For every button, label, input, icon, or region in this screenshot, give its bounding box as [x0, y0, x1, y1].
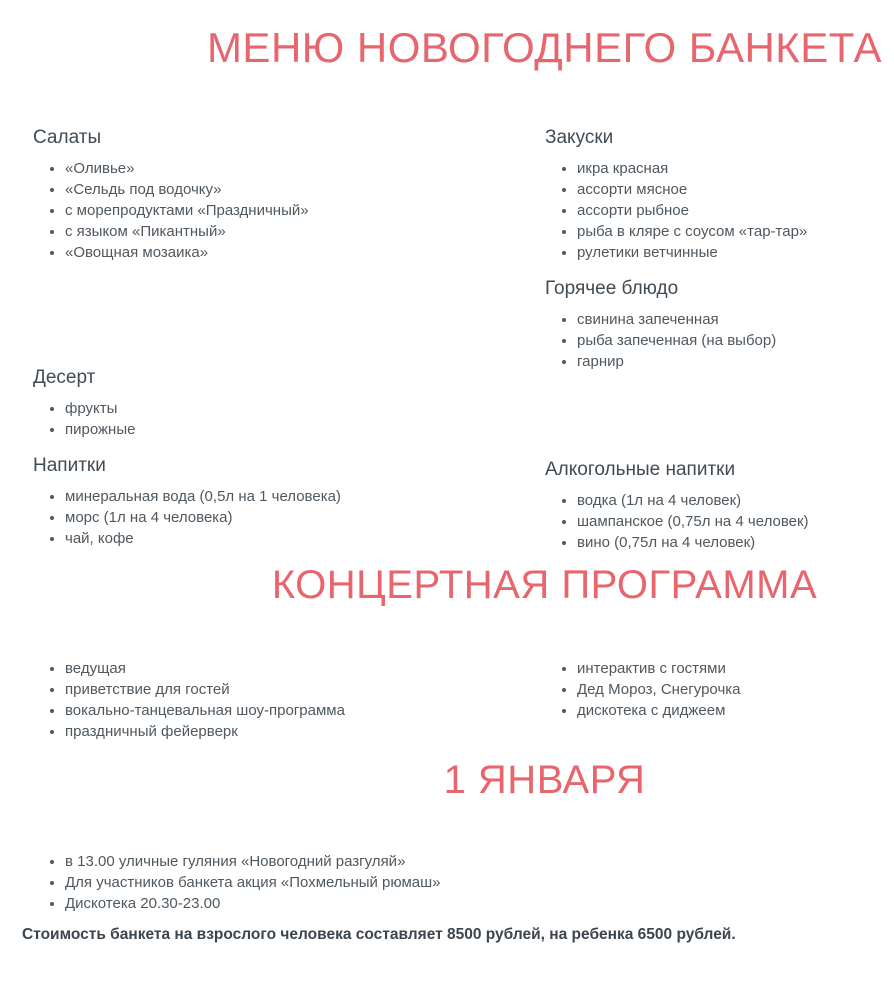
- menu-grid: [0, 127, 894, 553]
- section-salads: [33, 127, 545, 263]
- menu-item: • с морепродуктами «Праздничный»: [65, 200, 545, 221]
- concert-left-list: [33, 658, 545, 742]
- alcohol-heading: Алкогольные напитки: [545, 459, 736, 481]
- program-item: • Дед Мороз, Снегурочка: [577, 679, 894, 700]
- dessert-heading: Десерт: [33, 367, 96, 389]
- menu-item: • рыба в кляре с соусом «тар-тар»: [577, 221, 894, 242]
- january-heading: 1 ЯНВАРЯ: [443, 757, 646, 802]
- menu-item: • вино (0,75л на 4 человек): [577, 532, 894, 553]
- menu-item: • гарнир: [577, 351, 894, 372]
- hot-dish-heading: Горячее блюдо: [545, 278, 679, 300]
- menu-item: • чай, кофе: [65, 528, 545, 549]
- section-drinks: [33, 455, 545, 549]
- menu-item: • «Оливье»: [65, 158, 545, 179]
- alcohol-list: [545, 490, 894, 553]
- menu-item: • пирожные: [65, 419, 545, 440]
- program-item: • Для участников банкета акция «Похмельный рюмаш»: [65, 872, 894, 893]
- concert-left-column: [33, 658, 545, 742]
- hot-dish-list: [545, 309, 894, 372]
- drinks-list: [33, 486, 545, 549]
- program-item: • интерактив с гостями: [577, 658, 894, 679]
- concert-grid: [0, 658, 894, 742]
- menu-item: • с языком «Пикантный»: [65, 221, 545, 242]
- menu-item: • ассорти мясное: [577, 179, 894, 200]
- program-item: • дискотека с диджеем: [577, 700, 894, 721]
- menu-item: • «Сельдь под водочку»: [65, 179, 545, 200]
- concert-heading: КОНЦЕРТНАЯ ПРОГРАММА: [271, 563, 818, 608]
- program-item: • ведущая: [65, 658, 545, 679]
- price-note: Стоимость банкета на взрослого человека составляет 8500 рублей, на ребенка 6500 рублей.: [22, 925, 736, 943]
- program-item: • праздничный фейерверк: [65, 721, 545, 742]
- section-alcohol: [545, 459, 894, 553]
- page-title: МЕНЮ НОВОГОДНЕГО БАНКЕТА: [206, 24, 883, 71]
- menu-item: • фрукты: [65, 398, 545, 419]
- menu-item: • ассорти рыбное: [577, 200, 894, 221]
- dessert-list: [33, 398, 545, 440]
- program-item: • Дискотека 20.30-23.00: [65, 893, 894, 914]
- menu-right-column: [545, 127, 894, 553]
- menu-item: • рулетики ветчинные: [577, 242, 894, 263]
- appetizers-heading: Закуски: [545, 127, 614, 149]
- drinks-heading: Напитки: [33, 455, 106, 477]
- section-dessert: [33, 367, 545, 440]
- appetizers-list: [545, 158, 894, 263]
- section-hot-dish: [545, 278, 894, 372]
- menu-item: • морс (1л на 4 человека): [65, 507, 545, 528]
- salads-list: [33, 158, 545, 263]
- program-item: • вокально-танцевальная шоу-программа: [65, 700, 545, 721]
- menu-item: • шампанское (0,75л на 4 человек): [577, 511, 894, 532]
- menu-item: • свинина запеченная: [577, 309, 894, 330]
- salads-heading: Салаты: [33, 127, 102, 149]
- section-appetizers: [545, 127, 894, 263]
- menu-item: • «Овощная мозаика»: [65, 242, 545, 263]
- menu-left-column: [33, 127, 545, 553]
- concert-right-list: [545, 658, 894, 721]
- concert-right-column: [545, 658, 894, 742]
- menu-item: • рыба запеченная (на выбор): [577, 330, 894, 351]
- menu-item: • минеральная вода (0,5л на 1 человека): [65, 486, 545, 507]
- program-item: • приветствие для гостей: [65, 679, 545, 700]
- banquet-menu-page: [0, 24, 894, 944]
- menu-item: • водка (1л на 4 человек): [577, 490, 894, 511]
- program-item: • в 13.00 уличные гуляния «Новогодний разгуляй»: [65, 851, 894, 872]
- menu-item: • икра красная: [577, 158, 894, 179]
- january-list: [0, 851, 894, 914]
